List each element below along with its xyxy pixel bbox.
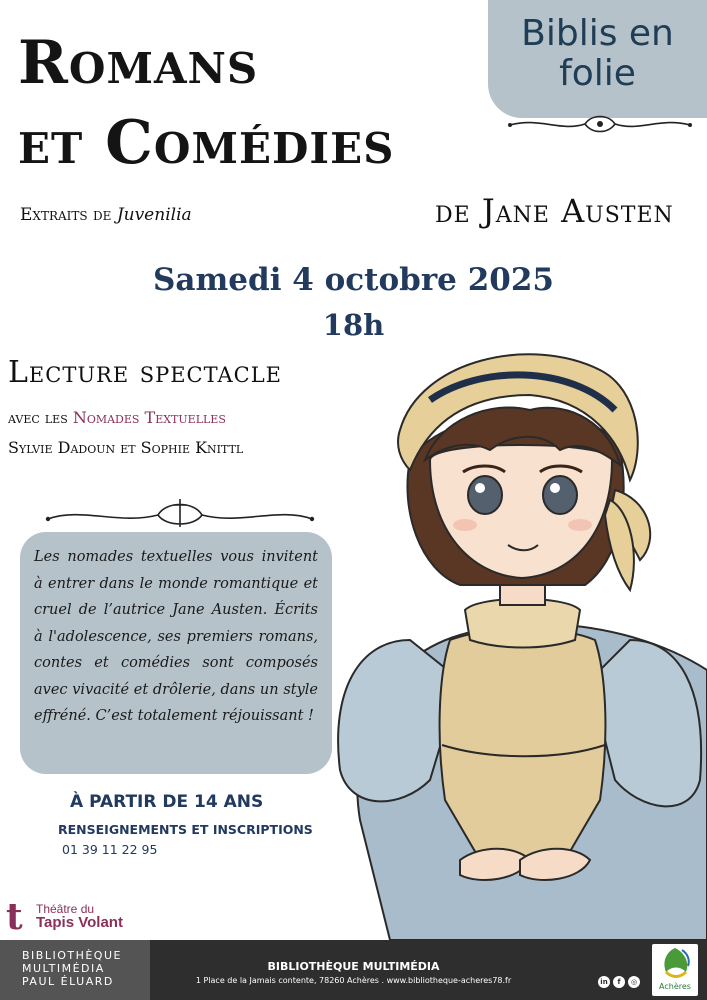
info-phone: 01 39 11 22 95	[62, 842, 158, 857]
event-series-badge	[488, 0, 707, 118]
title-line-1: Romans	[18, 28, 259, 98]
linkedin-icon[interactable]: in	[598, 976, 610, 988]
facebook-icon[interactable]: f	[613, 976, 625, 988]
badge-line-1: Biblis en	[521, 13, 674, 54]
author: de Jane Austen	[435, 192, 674, 230]
theatre-logo	[36, 902, 123, 930]
instagram-icon[interactable]: ◎	[628, 976, 640, 988]
theatre-line-2: Tapis Volant	[36, 914, 123, 931]
library-line-3: PAUL ÉLUARD	[22, 975, 114, 988]
badge-line-2: folie	[559, 53, 636, 94]
subtitle	[20, 205, 192, 225]
performers: Sylvie Dadoun et Sophie Knittl	[8, 438, 244, 457]
footer-address: 1 Place de la Jamais contente, 78260 Achères . www.bibliotheque-acheres78.fr	[195, 976, 512, 985]
city-name: Achères	[659, 982, 691, 991]
event-date: Samedi 4 octobre 2025	[153, 262, 554, 298]
title-line-2: et Comédies	[18, 108, 395, 178]
footer-title: BIBLIOTHÈQUE MULTIMÉDIA	[267, 960, 440, 973]
library-line-2: MULTIMÉDIA	[22, 962, 105, 975]
description-text: Les nomades textuelles vous invitent à entrer dans le monde romantique et cruel de l’autrice Jane Austen. Écrits à l'adolescence, ses premiers romans, contes et comédies sont composés avec vivacité et drôlerie, dans un style effréné. C’est totalement réjouissant !	[34, 549, 318, 724]
theatre-line-1: Théâtre du	[36, 902, 95, 916]
description-box	[20, 532, 332, 774]
subtitle-work: Juvenilia	[116, 205, 192, 225]
ornament-divider-icon	[500, 112, 700, 138]
info-label: RENSEIGNEMENTS ET INSCRIPTIONS	[58, 822, 313, 837]
library-line-1: BIBLIOTHÈQUE	[22, 949, 122, 962]
jane-austen-illustration	[330, 340, 707, 940]
age-requirement: À PARTIR DE 14 ANS	[70, 792, 264, 812]
performance-company-line	[8, 408, 226, 427]
subtitle-prefix: Extraits de	[20, 205, 117, 225]
company-name: Nomades Textuelles	[72, 408, 226, 427]
performance-type: Lecture spectacle	[8, 355, 282, 390]
theatre-logo-icon: t	[6, 896, 23, 938]
with-prefix: avec les	[8, 408, 73, 427]
ornament-flourish-icon	[40, 497, 320, 531]
event-time: 18h	[322, 308, 385, 342]
city-emblem-icon	[652, 944, 698, 982]
